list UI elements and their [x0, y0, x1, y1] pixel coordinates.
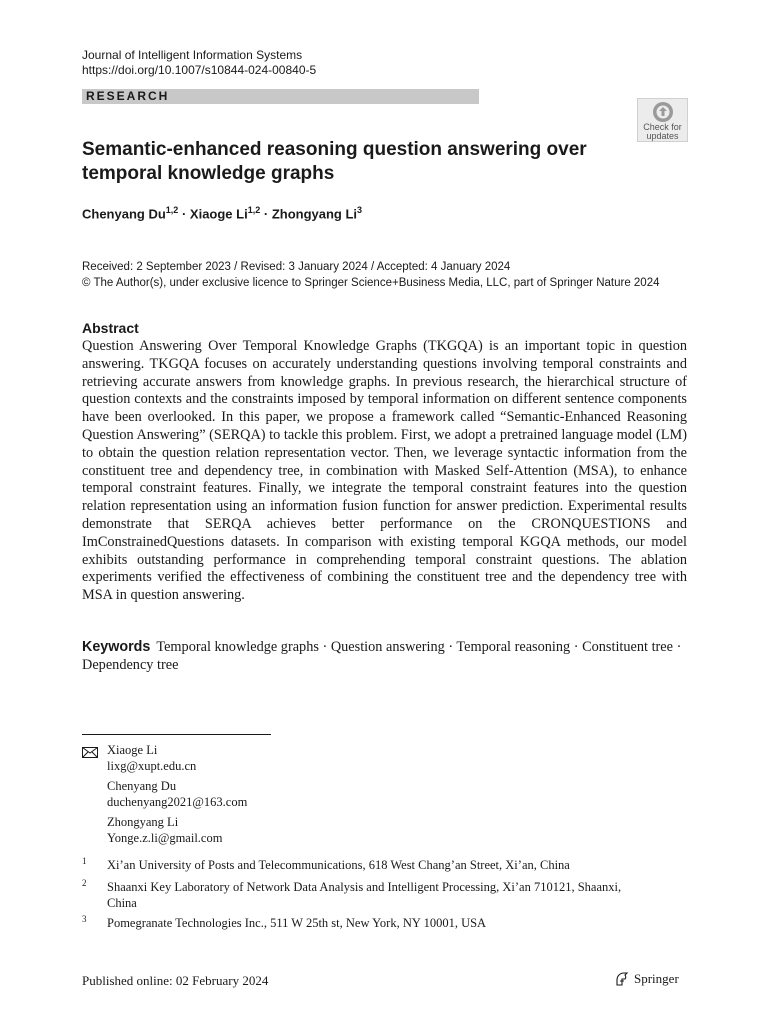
check-updates-line2: updates: [646, 131, 679, 141]
affiliation-number: 3: [82, 914, 87, 924]
check-updates-icon: [651, 101, 675, 123]
contact-email[interactable]: Yonge.z.li@gmail.com: [107, 830, 223, 845]
affiliation-text: Xi’an University of Posts and Telecommunications, 618 West Chang’an Street, Xi’an, China: [107, 858, 570, 872]
affiliation-number: 1: [82, 856, 87, 866]
check-updates-line1: Check for: [643, 122, 682, 132]
publisher-logo: [614, 971, 679, 987]
check-for-updates-badge[interactable]: [637, 98, 688, 142]
section-label-bar: [82, 89, 479, 104]
doi-link[interactable]: https://doi.org/10.1007/s10844-024-00840-5: [82, 63, 317, 77]
author-name: Chenyang Du: [82, 206, 166, 222]
keywords: [82, 638, 687, 674]
contact-entry: [107, 743, 247, 774]
author-affiliation-marker: 1,2: [247, 205, 261, 215]
envelope-icon: [82, 745, 98, 763]
contact-email[interactable]: lixg@xupt.edu.cn: [107, 758, 197, 773]
journal-name: Journal of Intelligent Information Systems: [82, 48, 303, 62]
contact-list: [107, 743, 247, 851]
author-affiliation-marker: 3: [357, 205, 363, 215]
affiliation-number: 2: [82, 878, 87, 888]
keywords-label: Keywords: [82, 639, 151, 655]
author-list: [82, 205, 362, 221]
affiliation-text: Shaanxi Key Laboratory of Network Data Analysis and Intelligent Processing, Xi’an 710121, Shaanxi, China: [107, 880, 622, 910]
section-label: RESEARCH: [86, 89, 170, 103]
contact-entry: [107, 779, 247, 810]
author-affiliation-marker: 1,2: [165, 205, 179, 215]
affiliation-text: Pomegranate Technologies Inc., 511 W 25th st, New York, NY 10001, USA: [107, 916, 487, 930]
springer-horse-icon: [614, 971, 630, 987]
contact-email[interactable]: duchenyang2021@163.com: [107, 794, 248, 809]
contact-name: Zhongyang Li: [107, 815, 179, 829]
contact-name: Chenyang Du: [107, 779, 177, 793]
paper-title: Semantic-enhanced reasoning question answering over temporal knowledge graphs: [82, 139, 587, 184]
author-name: Xiaoge Li: [189, 206, 248, 222]
abstract-heading: Abstract: [82, 320, 139, 336]
abstract-text: Question Answering Over Temporal Knowledge Graphs (TKGQA) is an important topic in question answering. TKGQA focuses on accurately understanding questions involving temporal constraints and retrieving accurate answers from knowledge graphs. In previous research, the hierarchical structure of question contexts and the constraints imposed by temporal information on different sentence components have been overlooked. In this paper, we propose a framework called “Semantic-Enhanced Reasoning Question Answering” (SERQA) to tackle this problem. First, we adopt a pretrained language model (LM) to obtain the question relation representation vector. Then, we leverage syntactic information from the constituent tree and dependency tree, in combination with Masked Self-Attention (MSA), to enhance temporal constraint features. Finally, we integrate the temporal constraint features into the question relation representation using an information fusion function for answer prediction. Experimental results demonstrate that SERQA achieves better performance on the CRONQUESTIONS and ImConstrainedQuestions datasets. In comparison with existing temporal KGQA methods, our model exhibits outstanding performance in comprehending temporal constraint questions. The ablation experiments verified the effectiveness of combining the constituent tree and the dependency tree with MSA in question answering.: [82, 338, 687, 604]
keywords-text: Temporal knowledge graphs · Question answering · Temporal reasoning · Constituent tree · Dependency tree: [82, 639, 682, 673]
author-name: Zhongyang Li: [271, 206, 358, 222]
received-revised-accepted: Received: 2 September 2023 / Revised: 3 January 2024 / Accepted: 4 January 2024: [82, 261, 511, 273]
footnote-divider: [82, 734, 271, 735]
journal-header: [82, 48, 316, 78]
contact-entry: [107, 815, 247, 846]
contact-name: Xiaoge Li: [107, 743, 158, 757]
copyright-notice: © The Author(s), under exclusive licence to Springer Science+Business Media, LLC, part of Springer Nature 2024: [82, 277, 660, 289]
publication-history: [82, 259, 660, 291]
publisher-name: Springer: [634, 971, 679, 986]
check-updates-text: [638, 123, 687, 141]
author-separator: ·: [263, 206, 269, 222]
author-separator: ·: [181, 206, 187, 222]
published-online: Published online: 02 February 2024: [82, 973, 269, 988]
